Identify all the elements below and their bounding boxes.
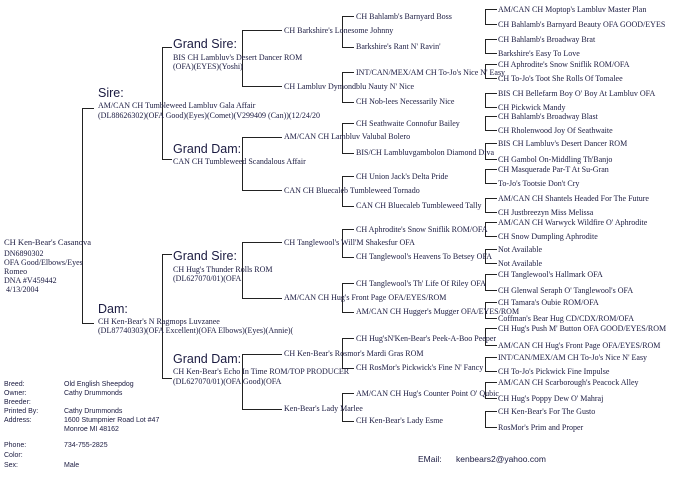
subject-call-name: Romeo: [4, 267, 28, 276]
sire-grand-sire-name: BIS CH Lambluv's Desert Dancer ROM: [173, 53, 303, 62]
ancestor-gen5: AM/CAN CH Scarborough's Peacock Alley: [498, 378, 639, 387]
ancestor-gen5: Barkshire's Easy To Love: [498, 49, 580, 58]
ancestor-gen3: AM/CAN CH Lambluv Valubal Bolero: [284, 132, 411, 141]
owner-value: Cathy Drummonds: [64, 390, 123, 397]
sire-grand-sire-details: (OFA)(EYES)(Yoshi): [173, 62, 243, 71]
sex-value: Male: [64, 462, 80, 469]
ancestor-gen4: BIS/CH Lambluvgambolon Diamond Diva: [356, 148, 494, 157]
ancestor-gen5: CH Pickwick Mandy: [498, 103, 566, 112]
ancestor-gen4: CH Nob-lees Necessarily Nice: [356, 97, 455, 106]
dam-details: (DL87740303)(OFA Excellent)(OFA Elbows)(Eyes)(Annie)(: [98, 326, 294, 335]
breed-label: Breed:: [4, 381, 25, 388]
ancestor-gen5: CH Snow Dumpling Aphrodite: [498, 232, 598, 241]
ancestor-gen5: CH Glenwal Seraph O' Tanglewool's OFA: [498, 286, 634, 295]
ancestor-gen5: CH Masquerade Par-T At Su-Gran: [498, 165, 609, 174]
ancestor-gen4: CAN CH Bluecaleb Tumbleweed Tally: [356, 201, 482, 210]
ancestor-gen4: Barkshire's Rant N' Ravin': [356, 42, 441, 51]
ancestor-gen5: Not Available: [498, 245, 543, 254]
ancestor-gen4: CH Seathwaite Connofur Bailey: [356, 119, 460, 128]
ancestor-gen4: AM/CAN CH Hug's Counter Point O' Qubic: [356, 389, 499, 398]
dam-grand-sire-name: CH Hug's Thunder Rolls ROM: [173, 265, 273, 274]
sire-grand-dam-heading: Grand Dam:: [173, 142, 242, 156]
ancestor-gen5: AM/CAN CH Hug's Front Page OFA/EYES/ROM: [498, 341, 661, 350]
dam-grand-dam-heading: Grand Dam:: [173, 352, 242, 366]
ancestor-gen4: CH RosMor's Pickwick's Fine N' Fancy: [356, 363, 484, 372]
phone-value: 734-755-2825: [64, 442, 108, 449]
subject-dob: 4/13/2004: [6, 285, 39, 294]
ancestor-gen4: CH Aphrodite's Snow Sniflik ROM/OFA: [356, 225, 488, 234]
subject-dna: DNA #V459442: [4, 276, 57, 285]
email-label: EMail:: [418, 454, 442, 464]
color-label: Color:: [4, 452, 23, 459]
address-line-2: Monroe MI 48162: [64, 426, 119, 433]
ancestor-gen5: CH To-Jo's Pickwick Fine Impulse: [498, 367, 610, 376]
ancestor-gen5: CH Hug's Push M' Button OFA GOOD/EYES/ROM: [498, 324, 667, 333]
ancestor-gen5: AM/CAN CH Shantels Headed For The Future: [498, 194, 649, 203]
ancestor-gen3: CH Ken-Bear's Rosmor's Mardi Gras ROM: [284, 349, 424, 358]
dam-grand-sire-heading: Grand Sire:: [173, 249, 237, 263]
dam-name: CH Ken-Bear's N Ragmops Luvzanee: [98, 317, 220, 326]
ancestor-gen5: AM/CAN CH Warwyck Wildfire O' Aphrodite: [498, 218, 648, 227]
ancestor-gen5: CH Gambol On-Middling Th'Banjo: [498, 155, 613, 164]
subject-health: OFA Good/Elbows/Eyes: [4, 258, 83, 267]
ancestor-gen5: Not Available: [498, 259, 543, 268]
ancestor-gen5: CH Bahlamb's Broadway Blast: [498, 112, 598, 121]
sire-name: AM/CAN CH Tumbleweed Lambluv Gala Affair: [98, 101, 256, 110]
dam-grand-dam-details: (DL627070/01)(OFA Good)(OFA: [173, 377, 282, 386]
dam-heading: Dam:: [98, 302, 128, 316]
email-address[interactable]: kenbears2@yahoo.com: [456, 454, 546, 464]
address-label: Address:: [4, 417, 32, 424]
sire-heading: Sire:: [98, 86, 124, 100]
ancestor-gen3: CAN CH Bluecaleb Tumbleweed Tornado: [284, 186, 420, 195]
subject-name: CH Ken-Bear's Casanova: [4, 237, 91, 247]
dam-grand-sire-details: (DL627070/01)(OFA: [173, 274, 242, 283]
ancestor-gen5: CH Bahlamb's Barnyard Beauty OFA GOOD/EYES: [498, 20, 666, 29]
ancestor-gen4: CH Union Jack's Delta Pride: [356, 172, 449, 181]
ancestor-gen3: CH Barkshire's Lonesome Johnny: [284, 26, 394, 35]
ancestor-gen4: CH Tanglewool's Th' Life Of Riley OFA: [356, 279, 486, 288]
address-line-1: 1600 Stumpmier Road Lot #47: [64, 417, 160, 424]
ancestor-gen5: BIS CH Bellefarm Boy O' Boy At Lambluv OFA: [498, 89, 656, 98]
dam-grand-dam-name: CH Ken-Bear's Echo In Time ROM/TOP PRODUCER: [173, 367, 350, 376]
ancestor-gen5: Coffman's Bear Hug CD/CDX/ROM/OFA: [498, 314, 635, 323]
subject-reg: DN6890302: [4, 249, 44, 258]
ancestor-gen5: CH Hug's Poppy Dew O' Mahraj: [498, 394, 604, 403]
ancestor-gen5: INT/CAN/MEX/AM CH To-Jo's Nice N' Easy: [498, 353, 648, 362]
sire-grand-dam-name: CAN CH Tumbleweed Scandalous Affair: [173, 157, 306, 166]
ancestor-gen5: CH Justbreezyn Miss Melissa: [498, 208, 594, 217]
ancestor-gen4: CH Tanglewool's Heavens To Betsey OFA: [356, 252, 493, 261]
ancestor-gen4: CH Bahlamb's Barnyard Boss: [356, 12, 452, 21]
ancestor-gen5: To-Jo's Tootsie Don't Cry: [498, 179, 580, 188]
ancestor-gen3: Ken-Bear's Lady Marlee: [284, 404, 363, 413]
printed-by-label: Printed By:: [4, 408, 39, 415]
ancestor-gen4: AM/CAN CH Hugger's Mugger OFA/EYES/ROM: [356, 307, 520, 316]
ancestor-gen5: RosMor's Prim and Proper: [498, 423, 584, 432]
ancestor-gen5: CH Rholenwood Joy Of Seathwaite: [498, 126, 613, 135]
sire-details: (DL88626302)(OFA Good)(Eyes)(Comet)(V299409 (Can))(12/24/20: [98, 111, 321, 120]
ancestor-gen5: CH Aphrodite's Snow Sniflik ROM/OFA: [498, 60, 630, 69]
ancestor-gen5: CH Ken-Bear's For The Gusto: [498, 407, 596, 416]
ancestor-gen3: CH Lambluv Dymondblu Nauty N' Nice: [284, 82, 415, 91]
ancestor-gen4: CH Hug'sN'Ken-Bear's Peek-A-Boo Peeper: [356, 334, 497, 343]
ancestor-gen5: AM/CAN CH Moptop's Lambluv Master Plan: [498, 5, 647, 14]
ancestor-gen4: CH Ken-Bear's Lady Esme: [356, 416, 443, 425]
ancestor-gen4: INT/CAN/MEX/AM CH To-Jo's Nice N' Easy: [356, 68, 506, 77]
ancestor-gen5: CH Tanglewool's Hallmark OFA: [498, 270, 603, 279]
phone-label: Phone:: [4, 442, 27, 449]
ancestor-gen5: CH To-Jo's Toot She Rolls Of Tomalee: [498, 74, 623, 83]
ancestor-gen5: CH Bahlamb's Broadway Brat: [498, 35, 596, 44]
ancestor-gen5: CH Tamara's Oubie ROM/OFA: [498, 298, 599, 307]
ancestor-gen5: BIS CH Lambluv's Desert Dancer ROM: [498, 139, 628, 148]
ancestor-gen3: CH Tanglewool's Will'M Shakesfur OFA: [284, 238, 415, 247]
breeder-label: Breeder:: [4, 399, 31, 406]
sire-grand-sire-heading: Grand Sire:: [173, 37, 237, 51]
printed-by-value: Cathy Drummonds: [64, 408, 123, 415]
breed-value: Old English Sheepdog: [64, 381, 134, 388]
owner-label: Owner:: [4, 390, 27, 397]
sex-label: Sex:: [4, 462, 19, 469]
ancestor-gen3: AM/CAN CH Hug's Front Page OFA/EYES/ROM: [284, 293, 447, 302]
